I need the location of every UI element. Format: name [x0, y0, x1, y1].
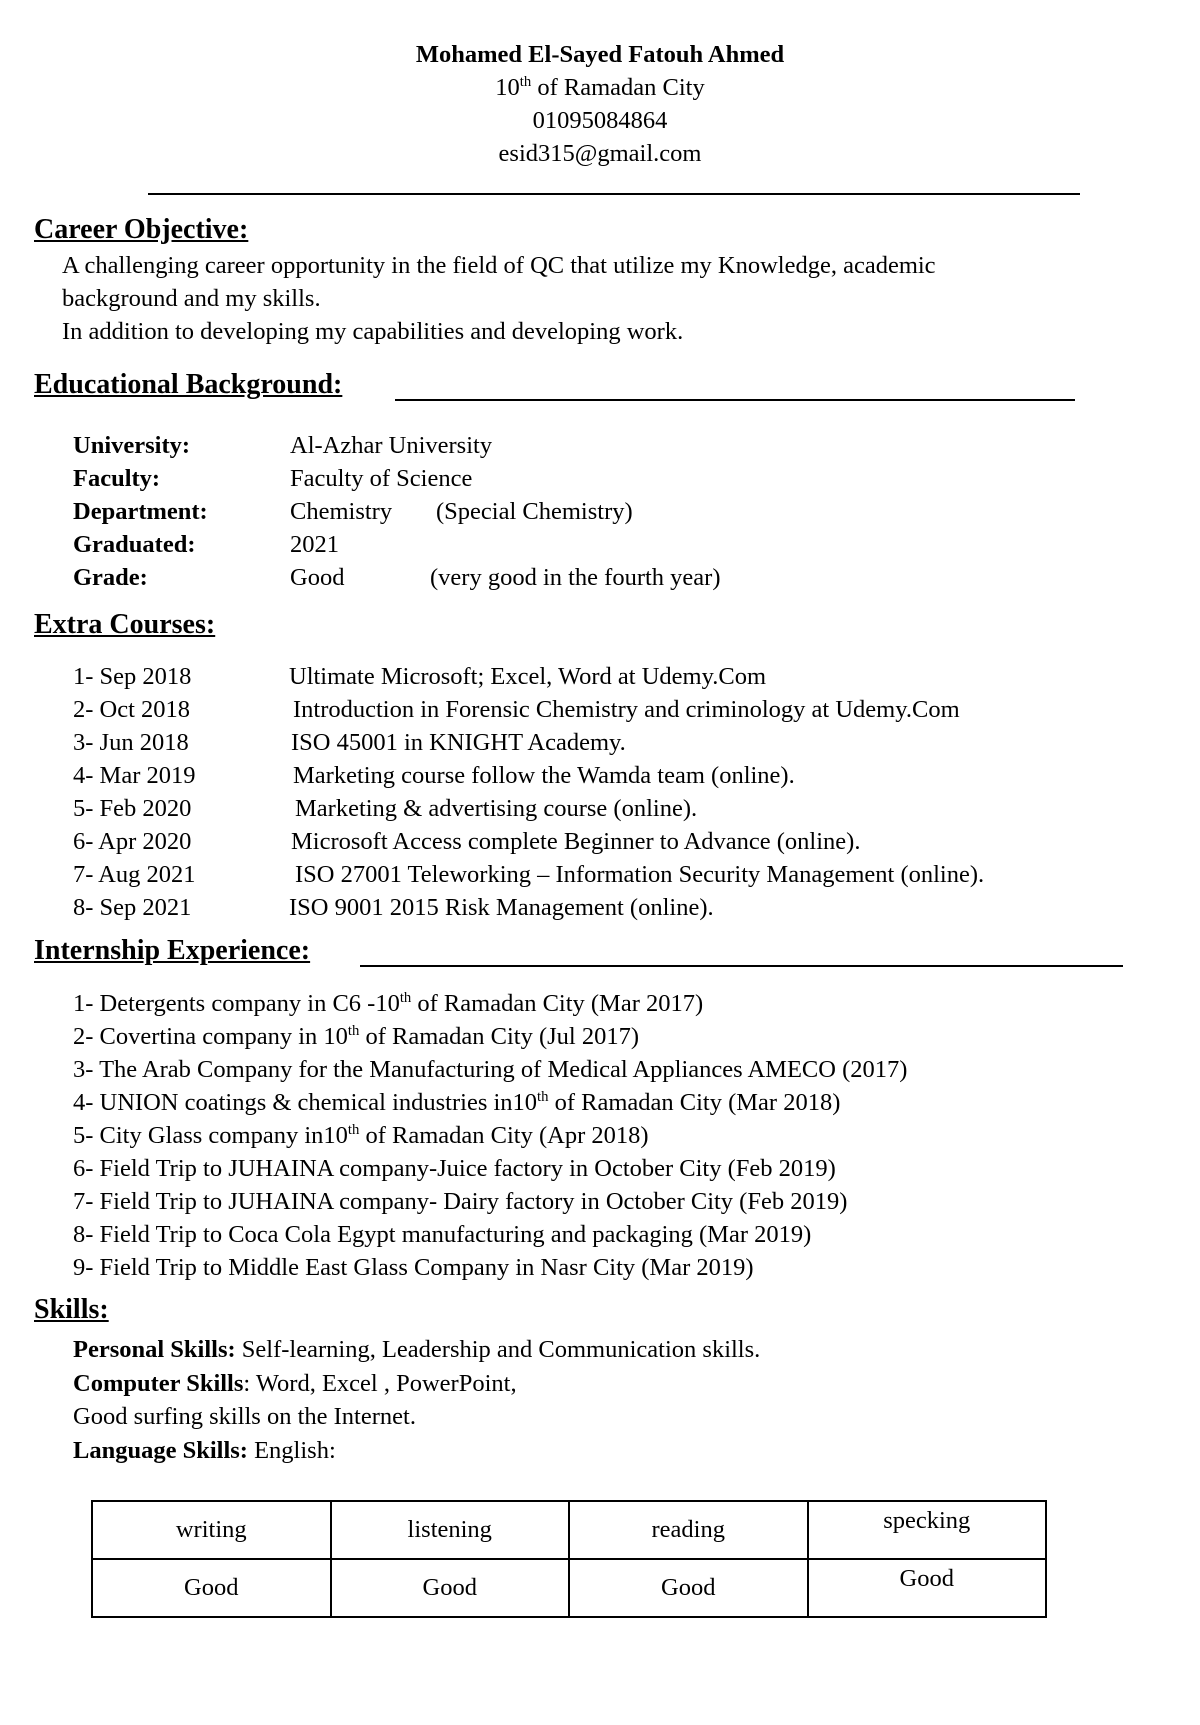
education-label: Faculty: — [73, 465, 161, 492]
internship-item: 9- Field Trip to Middle East Glass Company in Nasr City (Mar 2019) — [73, 1254, 754, 1281]
internship-list — [73, 987, 907, 1284]
education-heading-rule — [395, 399, 1075, 401]
language-table-header: listening — [331, 1501, 570, 1559]
education-value: 2021 — [290, 531, 339, 558]
career-line: In addition to developing my capabilities and developing work. — [62, 318, 684, 345]
language-table-header: specking — [808, 1501, 1047, 1559]
language-table-value: Good — [808, 1559, 1047, 1617]
course-title: ISO 45001 in KNIGHT Academy. — [291, 729, 626, 756]
language-skills: Language Skills: English: — [73, 1436, 336, 1464]
internship-heading: Internship Experience: — [34, 935, 311, 966]
education-extra: (Special Chemistry) — [436, 498, 633, 525]
course-title: ISO 27001 Teleworking – Information Security Management (online). — [295, 861, 985, 888]
education-extra: (very good in the fourth year) — [430, 564, 721, 591]
language-table-header-row — [92, 1501, 1046, 1559]
course-title: Marketing course follow the Wamda team (online). — [293, 762, 795, 789]
career-objective-text — [62, 249, 1142, 348]
language-table-header: reading — [569, 1501, 808, 1559]
course-title: Marketing & advertising course (online). — [295, 795, 698, 822]
education-value: Faculty of Science — [290, 465, 473, 492]
internship-item: 2- Covertina company in 10th of Ramadan City (Jul 2017) — [73, 1022, 639, 1050]
language-skills-table — [91, 1500, 1047, 1618]
education-label: Graduated: — [73, 531, 196, 558]
course-date: 4- Mar 2019 — [73, 762, 196, 789]
internship-item: 8- Field Trip to Coca Cola Egypt manufacturing and packaging (Mar 2019) — [73, 1221, 812, 1248]
education-label: Grade: — [73, 564, 148, 591]
education-value: Good — [290, 564, 345, 591]
personal-skills: Personal Skills: Self-learning, Leadership and Communication skills. — [73, 1336, 761, 1363]
internship-item: 7- Field Trip to JUHAINA company- Dairy factory in October City (Feb 2019) — [73, 1188, 848, 1215]
course-title: Ultimate Microsoft; Excel, Word at Udemy.Com — [289, 663, 767, 690]
career-line: A challenging career opportunity in the field of QC that utilize my Knowledge, academic — [62, 252, 936, 279]
course-date: 7- Aug 2021 — [73, 861, 196, 888]
education-heading: Educational Background: — [34, 369, 343, 400]
extra-courses-heading: Extra Courses: — [34, 609, 216, 640]
internship-item: 4- UNION coatings & chemical industries in10th of Ramadan City (Mar 2018) — [73, 1088, 841, 1116]
course-date: 2- Oct 2018 — [73, 696, 191, 723]
internship-heading-rule — [360, 965, 1123, 967]
course-date: 8- Sep 2021 — [73, 894, 192, 921]
internship-item: 6- Field Trip to JUHAINA company-Juice factory in October City (Feb 2019) — [73, 1155, 836, 1182]
language-table-value: Good — [92, 1559, 331, 1617]
skills-section — [73, 1333, 760, 1467]
contact-header — [0, 38, 1200, 170]
education-value: Al-Azhar University — [290, 432, 493, 459]
applicant-name: Mohamed El-Sayed Fatouh Ahmed — [415, 41, 785, 68]
phone-number: 01095084864 — [532, 107, 668, 134]
internship-item: 3- The Arab Company for the Manufacturing of Medical Appliances AMECO (2017) — [73, 1056, 908, 1083]
email-address: esid315@gmail.com — [498, 140, 702, 167]
education-label: Department: — [73, 498, 208, 525]
course-title: Introduction in Forensic Chemistry and criminology at Udemy.Com — [293, 696, 960, 723]
skills-heading: Skills: — [34, 1294, 109, 1325]
language-table-value: Good — [569, 1559, 808, 1617]
course-title: ISO 9001 2015 Risk Management (online). — [289, 894, 714, 921]
language-table-value-row — [92, 1559, 1046, 1617]
course-date: 1- Sep 2018 — [73, 663, 192, 690]
career-line: background and my skills. — [62, 285, 321, 312]
computer-skills: Computer Skills: Word, Excel , PowerPoint, — [73, 1369, 517, 1397]
language-table-value: Good — [331, 1559, 570, 1617]
course-date: 3- Jun 2018 — [73, 729, 189, 756]
education-label: University: — [73, 432, 191, 459]
internship-item: 5- City Glass company in10th of Ramadan City (Apr 2018) — [73, 1121, 649, 1149]
career-objective-heading: Career Objective: — [34, 214, 249, 245]
education-value: Chemistry — [290, 498, 393, 525]
course-title: Microsoft Access complete Beginner to Advance (online). — [291, 828, 861, 855]
course-date: 5- Feb 2020 — [73, 795, 192, 822]
course-date: 6- Apr 2020 — [73, 828, 192, 855]
surfing-skills: Good surfing skills on the Internet. — [73, 1403, 416, 1430]
header-divider — [148, 193, 1080, 195]
language-table-header: writing — [92, 1501, 331, 1559]
internship-item: 1- Detergents company in C6 -10th of Ramadan City (Mar 2017) — [73, 989, 704, 1017]
address: 10th of Ramadan City — [495, 73, 705, 101]
